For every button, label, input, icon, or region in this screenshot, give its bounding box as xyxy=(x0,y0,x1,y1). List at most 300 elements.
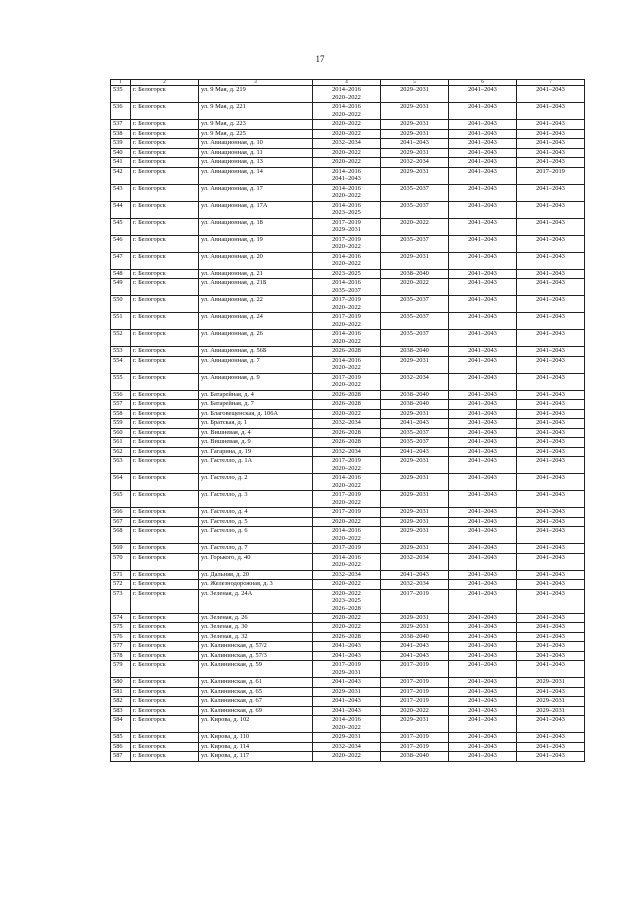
city-cell: г. Белогорск xyxy=(131,706,199,716)
period-cell-col6: 2041–2043 xyxy=(449,120,517,130)
period-cell-col7: 2041–2043 xyxy=(517,589,585,613)
period-cell-col6: 2041–2043 xyxy=(449,527,517,544)
period-cell-col4 xyxy=(313,330,381,347)
period-cell-col6: 2041–2043 xyxy=(449,400,517,410)
row-number: 577 xyxy=(111,642,131,652)
period-cell-col7: 2041–2043 xyxy=(517,474,585,491)
period-line: 2041–2043 xyxy=(332,706,361,714)
address-cell: ул. Авиационная, д. 10 xyxy=(199,139,313,149)
period-cell-col6: 2041–2043 xyxy=(449,457,517,474)
period-line: 2041–2043 xyxy=(332,697,361,704)
period-line: 2020–2022 xyxy=(332,481,361,489)
city-cell: г. Белогорск xyxy=(131,457,199,474)
city-cell: г. Белогорск xyxy=(131,589,199,613)
period-cell-col6: 2041–2043 xyxy=(449,474,517,491)
city-cell: г. Белогорск xyxy=(131,716,199,733)
address-cell: ул. Гастелло, д. 5 xyxy=(199,517,313,527)
period-cell-col4 xyxy=(313,632,381,642)
table-row xyxy=(111,419,585,429)
period-cell-col5: 2041–2043 xyxy=(381,642,449,652)
period-line: 2017–2019 xyxy=(332,661,361,668)
city-cell: г. Белогорск xyxy=(131,623,199,633)
period-cell-col5: 2029–2031 xyxy=(381,623,449,633)
period-line: 2014–2016 xyxy=(332,103,361,110)
city-cell: г. Белогорск xyxy=(131,103,199,120)
city-cell: г. Белогорск xyxy=(131,167,199,184)
period-cell-col7: 2041–2043 xyxy=(517,330,585,347)
city-cell: г. Белогорск xyxy=(131,678,199,688)
table-row xyxy=(111,269,585,279)
period-line: 2020–2022 xyxy=(332,534,361,542)
row-number: 570 xyxy=(111,553,131,570)
city-cell: г. Белогорск xyxy=(131,661,199,678)
period-cell-col4 xyxy=(313,428,381,438)
city-cell: г. Белогорск xyxy=(131,400,199,410)
period-cell-col6: 2041–2043 xyxy=(449,428,517,438)
table-row xyxy=(111,517,585,527)
period-cell-col4 xyxy=(313,148,381,158)
city-cell: г. Белогорск xyxy=(131,235,199,252)
period-line: 2029–2031 xyxy=(332,668,361,676)
period-line: 2017–2019 xyxy=(332,313,361,320)
period-cell-col6: 2041–2043 xyxy=(449,742,517,752)
period-line: 2029–2031 xyxy=(332,733,361,740)
city-cell: г. Белогорск xyxy=(131,687,199,697)
row-number: 536 xyxy=(111,103,131,120)
period-cell-col7: 2041–2043 xyxy=(517,687,585,697)
period-line: 2026–2028 xyxy=(332,604,361,612)
period-cell-col6: 2041–2043 xyxy=(449,508,517,518)
period-cell-col6: 2041–2043 xyxy=(449,184,517,201)
table-row xyxy=(111,409,585,419)
period-line: 2020–2022 xyxy=(332,303,361,311)
table-row xyxy=(111,390,585,400)
period-cell-col6: 2041–2043 xyxy=(449,632,517,642)
row-number: 540 xyxy=(111,148,131,158)
period-line: 2020–2022 xyxy=(332,337,361,345)
table-row xyxy=(111,356,585,373)
period-line: 2020–2022 xyxy=(332,243,361,251)
period-cell-col4 xyxy=(313,158,381,168)
address-cell: ул. Авиационная, д. 14 xyxy=(199,167,313,184)
table-row xyxy=(111,120,585,130)
address-cell: ул. Калининская, д. 57/2 xyxy=(199,642,313,652)
period-cell-col4 xyxy=(313,570,381,580)
row-number: 560 xyxy=(111,428,131,438)
period-cell-col5: 2038–2040 xyxy=(381,269,449,279)
city-cell: г. Белогорск xyxy=(131,201,199,218)
row-number: 538 xyxy=(111,129,131,139)
period-cell-col4 xyxy=(313,390,381,400)
period-cell-col6: 2041–2043 xyxy=(449,517,517,527)
period-line: 2032–2034 xyxy=(332,139,361,146)
row-number: 549 xyxy=(111,279,131,296)
period-cell-col5: 2041–2043 xyxy=(381,570,449,580)
period-cell-col4 xyxy=(313,347,381,357)
period-cell-col7: 2041–2043 xyxy=(517,517,585,527)
period-line: 2020–2022 xyxy=(332,93,361,101)
period-line: 2020–2022 xyxy=(332,192,361,200)
address-cell: ул. Гастелло, д. 4 xyxy=(199,508,313,518)
period-cell-col7: 2017–2019 xyxy=(517,167,585,184)
row-number: 587 xyxy=(111,752,131,762)
address-cell: ул. Железнодорожная, д. 3 xyxy=(199,580,313,590)
period-cell-col6: 2041–2043 xyxy=(449,613,517,623)
period-line: 2014–2016 xyxy=(332,252,361,260)
period-cell-col4 xyxy=(313,356,381,373)
period-cell-col4 xyxy=(313,544,381,554)
row-number: 584 xyxy=(111,716,131,733)
period-line: 2026–2028 xyxy=(332,390,361,398)
row-number: 541 xyxy=(111,158,131,168)
period-cell-col7: 2041–2043 xyxy=(517,356,585,373)
row-number: 548 xyxy=(111,269,131,279)
table-row xyxy=(111,651,585,661)
address-cell: ул. Авиационная, д. 22 xyxy=(199,296,313,313)
column-header: 3 xyxy=(199,80,313,86)
address-cell: ул. Дальняя, д. 20 xyxy=(199,570,313,580)
period-cell-col7: 2041–2043 xyxy=(517,129,585,139)
period-cell-col4 xyxy=(313,613,381,623)
period-cell-col4 xyxy=(313,103,381,120)
period-cell-col5: 2038–2040 xyxy=(381,400,449,410)
city-cell: г. Белогорск xyxy=(131,252,199,269)
period-cell-col5: 2017–2019 xyxy=(381,661,449,678)
period-cell-col5: 2017–2019 xyxy=(381,733,449,743)
period-cell-col7: 2041–2043 xyxy=(517,580,585,590)
page-number: 17 xyxy=(315,54,325,64)
period-cell-col4 xyxy=(313,438,381,448)
period-line: 2014–2016 xyxy=(332,167,361,175)
column-header: 5 xyxy=(381,80,449,86)
period-line: 2035–2037 xyxy=(332,286,361,294)
table-row xyxy=(111,553,585,570)
period-cell-col5: 2035–2037 xyxy=(381,201,449,218)
column-header: 1 xyxy=(111,80,131,86)
period-cell-col4 xyxy=(313,313,381,330)
period-line: 2023–2025 xyxy=(332,209,361,217)
address-cell: ул. Братская, д. 1 xyxy=(199,419,313,429)
period-cell-col4 xyxy=(313,527,381,544)
row-number: 580 xyxy=(111,678,131,688)
table-row xyxy=(111,447,585,457)
period-line: 2020–2022 xyxy=(332,613,361,621)
row-number: 553 xyxy=(111,347,131,357)
period-line: 2020–2022 xyxy=(332,409,361,417)
period-cell-col6: 2041–2043 xyxy=(449,235,517,252)
row-number: 568 xyxy=(111,527,131,544)
period-line: 2029–2031 xyxy=(332,687,361,695)
period-cell-col7: 2041–2043 xyxy=(517,400,585,410)
address-cell: ул. Кирова, д. 117 xyxy=(199,752,313,762)
period-cell-col4 xyxy=(313,457,381,474)
period-cell-col5: 2017–2019 xyxy=(381,697,449,707)
period-cell-col6: 2041–2043 xyxy=(449,201,517,218)
column-header: 6 xyxy=(449,80,517,86)
row-number: 543 xyxy=(111,184,131,201)
table-row xyxy=(111,527,585,544)
address-cell: ул. Батарейная, д. 4 xyxy=(199,390,313,400)
table-row xyxy=(111,716,585,733)
period-cell-col6: 2041–2043 xyxy=(449,623,517,633)
table-row xyxy=(111,687,585,697)
period-cell-col7: 2041–2043 xyxy=(517,544,585,554)
table-row xyxy=(111,678,585,688)
period-line: 2017–2019 xyxy=(332,508,361,515)
period-cell-col6: 2041–2043 xyxy=(449,419,517,429)
period-cell-col7: 2041–2043 xyxy=(517,148,585,158)
period-cell-col5: 2038–2040 xyxy=(381,752,449,762)
period-line: 2014–2016 xyxy=(332,356,361,364)
period-line: 2026–2028 xyxy=(332,632,361,640)
table-row xyxy=(111,347,585,357)
city-cell: г. Белогорск xyxy=(131,296,199,313)
period-cell-col4 xyxy=(313,716,381,733)
address-cell: ул. Авиационная, д. 24 xyxy=(199,313,313,330)
city-cell: г. Белогорск xyxy=(131,613,199,623)
row-number: 555 xyxy=(111,373,131,390)
column-header: 4 xyxy=(313,80,381,86)
row-number: 558 xyxy=(111,409,131,419)
period-line: 2020–2022 xyxy=(332,381,361,389)
period-cell-col6: 2041–2043 xyxy=(449,651,517,661)
period-cell-col6: 2041–2043 xyxy=(449,167,517,184)
period-cell-col6: 2041–2043 xyxy=(449,570,517,580)
period-cell-col7: 2041–2043 xyxy=(517,86,585,103)
period-cell-col5: 2020–2022 xyxy=(381,706,449,716)
period-cell-col6: 2041–2043 xyxy=(449,553,517,570)
period-cell-col4 xyxy=(313,120,381,130)
city-cell: г. Белогорск xyxy=(131,642,199,652)
period-cell-col7: 2041–2043 xyxy=(517,742,585,752)
city-cell: г. Белогорск xyxy=(131,313,199,330)
period-line: 2020–2022 xyxy=(332,561,361,569)
period-line: 2017–2019 xyxy=(332,544,361,551)
row-number: 569 xyxy=(111,544,131,554)
row-number: 562 xyxy=(111,447,131,457)
city-cell: г. Белогорск xyxy=(131,129,199,139)
table-row xyxy=(111,148,585,158)
period-cell-col5: 2020–2022 xyxy=(381,279,449,296)
address-cell: ул. Кирова, д. 102 xyxy=(199,716,313,733)
city-cell: г. Белогорск xyxy=(131,491,199,508)
period-cell-col5: 2029–2031 xyxy=(381,474,449,491)
row-number: 583 xyxy=(111,706,131,716)
period-cell-col5: 2035–2037 xyxy=(381,184,449,201)
period-line: 2020–2022 xyxy=(332,517,361,525)
period-cell-col7: 2041–2043 xyxy=(517,570,585,580)
period-cell-col4 xyxy=(313,235,381,252)
table-row xyxy=(111,252,585,269)
period-cell-col7: 2041–2043 xyxy=(517,752,585,762)
row-number: 557 xyxy=(111,400,131,410)
table-row xyxy=(111,457,585,474)
period-cell-col5: 2041–2043 xyxy=(381,139,449,149)
period-cell-col7: 2041–2043 xyxy=(517,642,585,652)
period-line: 2020–2022 xyxy=(332,498,361,506)
period-line: 2020–2022 xyxy=(332,723,361,731)
city-cell: г. Белогорск xyxy=(131,447,199,457)
period-cell-col7: 2041–2043 xyxy=(517,296,585,313)
row-number: 542 xyxy=(111,167,131,184)
period-cell-col7: 2041–2043 xyxy=(517,553,585,570)
period-cell-col7: 2041–2043 xyxy=(517,252,585,269)
period-cell-col4 xyxy=(313,742,381,752)
row-number: 537 xyxy=(111,120,131,130)
row-number: 579 xyxy=(111,661,131,678)
period-cell-col4 xyxy=(313,409,381,419)
address-cell: ул. Вишневая, д. 4 xyxy=(199,428,313,438)
period-cell-col4 xyxy=(313,252,381,269)
period-cell-col7: 2041–2043 xyxy=(517,235,585,252)
table-row xyxy=(111,508,585,518)
period-cell-col6: 2041–2043 xyxy=(449,409,517,419)
city-cell: г. Белогорск xyxy=(131,580,199,590)
period-line: 2020–2022 xyxy=(332,464,361,472)
period-cell-col5: 2017–2019 xyxy=(381,687,449,697)
period-line: 2032–2034 xyxy=(332,742,361,750)
table-row xyxy=(111,373,585,390)
table-row xyxy=(111,330,585,347)
table-row xyxy=(111,570,585,580)
period-cell-col6: 2041–2043 xyxy=(449,752,517,762)
period-line: 2041–2043 xyxy=(332,175,361,183)
city-cell: г. Белогорск xyxy=(131,419,199,429)
period-cell-col6: 2041–2043 xyxy=(449,438,517,448)
period-cell-col7: 2029–2031 xyxy=(517,706,585,716)
period-line: 2014–2016 xyxy=(332,527,361,534)
period-cell-col7: 2041–2043 xyxy=(517,218,585,235)
table-body xyxy=(111,86,585,762)
period-line: 2026–2028 xyxy=(332,438,361,445)
period-cell-col5: 2029–2031 xyxy=(381,129,449,139)
city-cell: г. Белогорск xyxy=(131,527,199,544)
period-cell-col6: 2041–2043 xyxy=(449,544,517,554)
period-cell-col4 xyxy=(313,419,381,429)
period-cell-col7: 2041–2043 xyxy=(517,508,585,518)
period-cell-col4 xyxy=(313,400,381,410)
row-number: 586 xyxy=(111,742,131,752)
table-row xyxy=(111,491,585,508)
period-cell-col4 xyxy=(313,508,381,518)
period-line: 2029–2031 xyxy=(332,226,361,234)
period-cell-col7: 2041–2043 xyxy=(517,613,585,623)
period-cell-col4 xyxy=(313,623,381,633)
address-cell: ул. Авиационная, д. 13 xyxy=(199,158,313,168)
period-cell-col6: 2041–2043 xyxy=(449,678,517,688)
period-cell-col6: 2041–2043 xyxy=(449,86,517,103)
period-cell-col4 xyxy=(313,184,381,201)
address-cell: ул. Гастелло, д. 2 xyxy=(199,474,313,491)
row-number: 561 xyxy=(111,438,131,448)
period-line: 2014–2016 xyxy=(332,553,361,561)
table-row xyxy=(111,632,585,642)
period-cell-col4 xyxy=(313,589,381,613)
city-cell: г. Белогорск xyxy=(131,409,199,419)
period-line: 2017–2019 xyxy=(332,491,361,498)
period-cell-col4 xyxy=(313,474,381,491)
period-cell-col7: 2041–2043 xyxy=(517,447,585,457)
city-cell: г. Белогорск xyxy=(131,373,199,390)
address-cell: ул. Зеленая, д. 26 xyxy=(199,613,313,623)
city-cell: г. Белогорск xyxy=(131,508,199,518)
row-number: 535 xyxy=(111,86,131,103)
period-line: 2020–2022 xyxy=(332,752,361,759)
table-row xyxy=(111,580,585,590)
period-cell-col6: 2041–2043 xyxy=(449,347,517,357)
period-cell-col7: 2041–2043 xyxy=(517,428,585,438)
period-cell-col7: 2041–2043 xyxy=(517,120,585,130)
period-line: 2041–2043 xyxy=(332,651,361,659)
period-line: 2017–2019 xyxy=(332,218,361,226)
period-cell-col6: 2041–2043 xyxy=(449,373,517,390)
table-row xyxy=(111,544,585,554)
period-cell-col7: 2041–2043 xyxy=(517,158,585,168)
period-cell-col7: 2041–2043 xyxy=(517,661,585,678)
period-line: 2020–2022 xyxy=(332,589,361,597)
city-cell: г. Белогорск xyxy=(131,390,199,400)
city-cell: г. Белогорск xyxy=(131,158,199,168)
period-cell-col6: 2041–2043 xyxy=(449,103,517,120)
period-line: 2014–2016 xyxy=(332,716,361,723)
table-row xyxy=(111,103,585,120)
period-cell-col5: 2029–2031 xyxy=(381,252,449,269)
period-line: 2014–2016 xyxy=(332,474,361,481)
period-cell-col7: 2041–2043 xyxy=(517,527,585,544)
period-cell-col7: 2041–2043 xyxy=(517,373,585,390)
period-cell-col7: 2041–2043 xyxy=(517,632,585,642)
period-cell-col7: 2041–2043 xyxy=(517,716,585,733)
city-cell: г. Белогорск xyxy=(131,428,199,438)
address-cell: ул. Калининская, д. 69 xyxy=(199,706,313,716)
period-line: 2020–2022 xyxy=(332,623,361,630)
table-row xyxy=(111,733,585,743)
period-line: 2020–2022 xyxy=(332,129,361,137)
period-cell-col6: 2041–2043 xyxy=(449,390,517,400)
period-cell-col4 xyxy=(313,697,381,707)
city-cell: г. Белогорск xyxy=(131,544,199,554)
period-cell-col5: 2029–2031 xyxy=(381,527,449,544)
table-row xyxy=(111,642,585,652)
period-cell-col4 xyxy=(313,139,381,149)
column-header: 2 xyxy=(131,80,199,86)
period-cell-col4 xyxy=(313,86,381,103)
period-line: 2014–2016 xyxy=(332,279,361,286)
period-cell-col5: 2032–2034 xyxy=(381,553,449,570)
period-cell-col4 xyxy=(313,642,381,652)
row-number: 546 xyxy=(111,235,131,252)
row-number: 563 xyxy=(111,457,131,474)
period-cell-col5: 2038–2040 xyxy=(381,347,449,357)
city-cell: г. Белогорск xyxy=(131,474,199,491)
period-cell-col6: 2041–2043 xyxy=(449,642,517,652)
period-line: 2017–2019 xyxy=(332,235,361,243)
period-cell-col5: 2038–2040 xyxy=(381,390,449,400)
period-cell-col6: 2041–2043 xyxy=(449,491,517,508)
period-cell-col5: 2035–2037 xyxy=(381,235,449,252)
period-line: 2017–2019 xyxy=(332,373,361,381)
period-cell-col6: 2041–2043 xyxy=(449,279,517,296)
address-cell: ул. Авиационная, д. 17 xyxy=(199,184,313,201)
row-number: 576 xyxy=(111,632,131,642)
period-cell-col7: 2041–2043 xyxy=(517,201,585,218)
period-cell-col5: 2032–2034 xyxy=(381,373,449,390)
period-cell-col5: 2029–2031 xyxy=(381,103,449,120)
table-row xyxy=(111,279,585,296)
address-cell: ул. Авиационная, д. 9 xyxy=(199,373,313,390)
address-cell: ул. Калининская, д. 67 xyxy=(199,697,313,707)
table-row xyxy=(111,167,585,184)
